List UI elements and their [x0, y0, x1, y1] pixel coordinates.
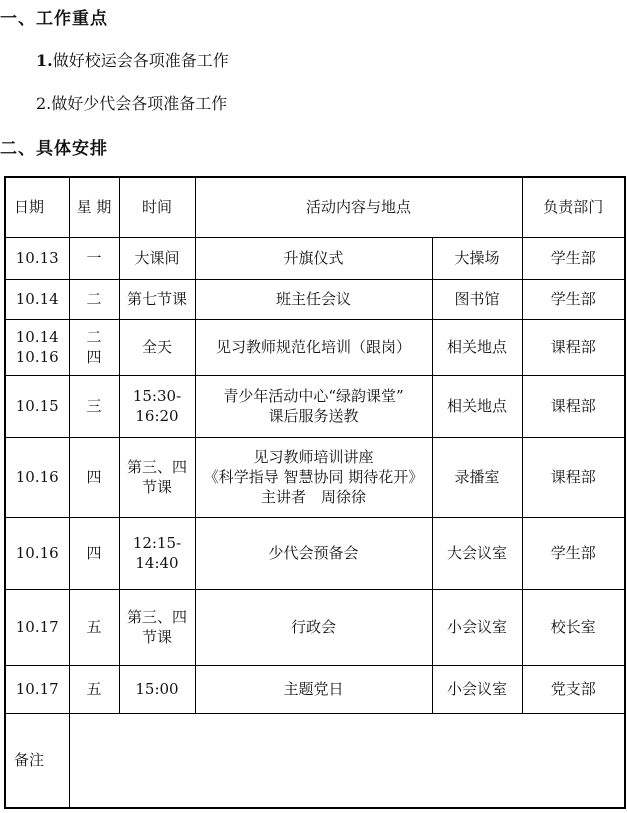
cell-time — [119, 375, 195, 437]
cell-activity — [195, 237, 432, 279]
cell-dept: 课程部 — [522, 319, 625, 375]
cell-weekday-line: 四 — [86, 468, 102, 486]
cell-dept: 学生部 — [522, 279, 625, 319]
cell-date — [5, 237, 69, 279]
cell-weekday — [69, 517, 119, 589]
cell-activity-line: 课后服务送教 — [268, 407, 359, 425]
cell-time-line: 16:20 — [135, 407, 179, 425]
cell-time — [119, 279, 195, 319]
cell-date — [5, 279, 69, 319]
cell-date-line: 10.14 — [15, 290, 59, 308]
list-item-text: 做好少代会各项准备工作 — [51, 94, 228, 113]
cell-dept: 党支部 — [522, 665, 625, 713]
table-row — [5, 589, 625, 665]
cell-dept: 学生部 — [522, 237, 625, 279]
cell-activity — [195, 437, 432, 517]
cell-place: 相关地点 — [432, 375, 522, 437]
cell-weekday-line: 五 — [86, 680, 102, 698]
table-row — [5, 437, 625, 517]
cell-place: 图书馆 — [432, 279, 522, 319]
cell-place: 小会议室 — [432, 665, 522, 713]
cell-activity — [195, 589, 432, 665]
cell-date-line: 10.17 — [15, 680, 59, 698]
cell-time — [119, 517, 195, 589]
cell-weekday-line: 二 — [86, 328, 102, 346]
header-date: 日期 — [5, 177, 69, 237]
cell-activity-line: 升旗仪式 — [283, 249, 344, 267]
cell-weekday-line: 三 — [86, 397, 102, 415]
cell-dept: 课程部 — [522, 375, 625, 437]
cell-date-line: 10.16 — [15, 468, 59, 486]
cell-activity-line: 见习教师培训讲座 — [253, 448, 374, 466]
list-item — [36, 91, 227, 114]
cell-activity-line: 班主任会议 — [275, 290, 351, 308]
cell-activity — [195, 319, 432, 375]
list-item-text: 做好校运会各项准备工作 — [52, 51, 229, 70]
cell-date — [5, 375, 69, 437]
cell-time-line: 全天 — [141, 338, 172, 356]
cell-place: 录播室 — [432, 437, 522, 517]
cell-time-line: 15:00 — [135, 680, 179, 698]
cell-activity-line: 青少年活动中心“绿韵课堂” — [223, 387, 404, 405]
cell-weekday — [69, 375, 119, 437]
remarks-label: 备注 — [5, 713, 69, 808]
table-row — [5, 517, 625, 589]
remarks-row — [5, 713, 625, 808]
header-activity: 活动内容与地点 — [195, 177, 522, 237]
cell-activity-line: 见习教师规范化培训（跟岗） — [215, 338, 411, 356]
table-row — [5, 279, 625, 319]
cell-dept: 学生部 — [522, 517, 625, 589]
cell-place: 小会议室 — [432, 589, 522, 665]
list-item — [36, 48, 229, 71]
cell-date-line: 10.16 — [15, 348, 59, 366]
cell-date-line: 10.15 — [15, 397, 59, 415]
table-row — [5, 665, 625, 713]
list-item-number: 1. — [36, 51, 53, 70]
schedule-table — [4, 176, 626, 809]
table-row — [5, 375, 625, 437]
cell-time-line: 第七节课 — [126, 290, 187, 308]
cell-activity-line: 主讲者 周徐徐 — [260, 488, 366, 506]
list-item-number: 2. — [36, 94, 52, 113]
cell-activity-line: 主题党日 — [283, 680, 344, 698]
cell-time-line: 14:40 — [135, 554, 179, 572]
table-row — [5, 237, 625, 279]
cell-place: 大会议室 — [432, 517, 522, 589]
cell-weekday-line: 一 — [86, 249, 102, 267]
cell-weekday-line: 四 — [86, 544, 102, 562]
section-2-title: 二、具体安排 — [0, 139, 108, 159]
cell-weekday — [69, 589, 119, 665]
cell-date-line: 10.14 — [15, 328, 59, 346]
cell-weekday-line: 二 — [86, 290, 102, 308]
cell-time — [119, 319, 195, 375]
cell-time — [119, 237, 195, 279]
cell-date-line: 10.17 — [15, 618, 59, 636]
cell-place: 大操场 — [432, 237, 522, 279]
cell-time-line: 大课间 — [134, 249, 180, 267]
cell-activity — [195, 665, 432, 713]
cell-date — [5, 665, 69, 713]
cell-date-line: 10.16 — [15, 544, 59, 562]
cell-activity-line: 行政会 — [290, 618, 336, 636]
cell-weekday — [69, 665, 119, 713]
header-weekday: 星 期 — [69, 177, 119, 237]
cell-activity — [195, 517, 432, 589]
cell-dept: 课程部 — [522, 437, 625, 517]
header-time: 时间 — [119, 177, 195, 237]
cell-time-line: 12:15- — [132, 534, 182, 552]
cell-place: 相关地点 — [432, 319, 522, 375]
remarks-value — [69, 713, 625, 808]
cell-time-line: 节课 — [141, 478, 172, 496]
cell-date — [5, 319, 69, 375]
cell-time — [119, 437, 195, 517]
cell-weekday — [69, 279, 119, 319]
cell-time-line: 15:30- — [132, 387, 182, 405]
section-1-title: 一、工作重点 — [0, 9, 108, 29]
header-dept: 负责部门 — [522, 177, 625, 237]
cell-activity-line: 少代会预备会 — [268, 544, 359, 562]
cell-time-line: 第三、四 — [126, 608, 187, 626]
cell-weekday — [69, 319, 119, 375]
cell-activity — [195, 375, 432, 437]
cell-weekday — [69, 237, 119, 279]
cell-weekday — [69, 437, 119, 517]
cell-weekday-line: 五 — [86, 618, 102, 636]
table-row — [5, 319, 625, 375]
cell-time-line: 第三、四 — [126, 458, 187, 476]
cell-date-line: 10.13 — [15, 249, 59, 267]
table-header-row — [5, 177, 625, 237]
cell-dept: 校长室 — [522, 589, 625, 665]
cell-activity — [195, 279, 432, 319]
cell-time-line: 节课 — [141, 628, 172, 646]
cell-time — [119, 665, 195, 713]
cell-time — [119, 589, 195, 665]
cell-date — [5, 437, 69, 517]
cell-weekday-line: 四 — [86, 348, 102, 366]
cell-date — [5, 589, 69, 665]
cell-date — [5, 517, 69, 589]
cell-activity-line: 《科学指导 智慧协同 期待花开》 — [203, 468, 424, 486]
